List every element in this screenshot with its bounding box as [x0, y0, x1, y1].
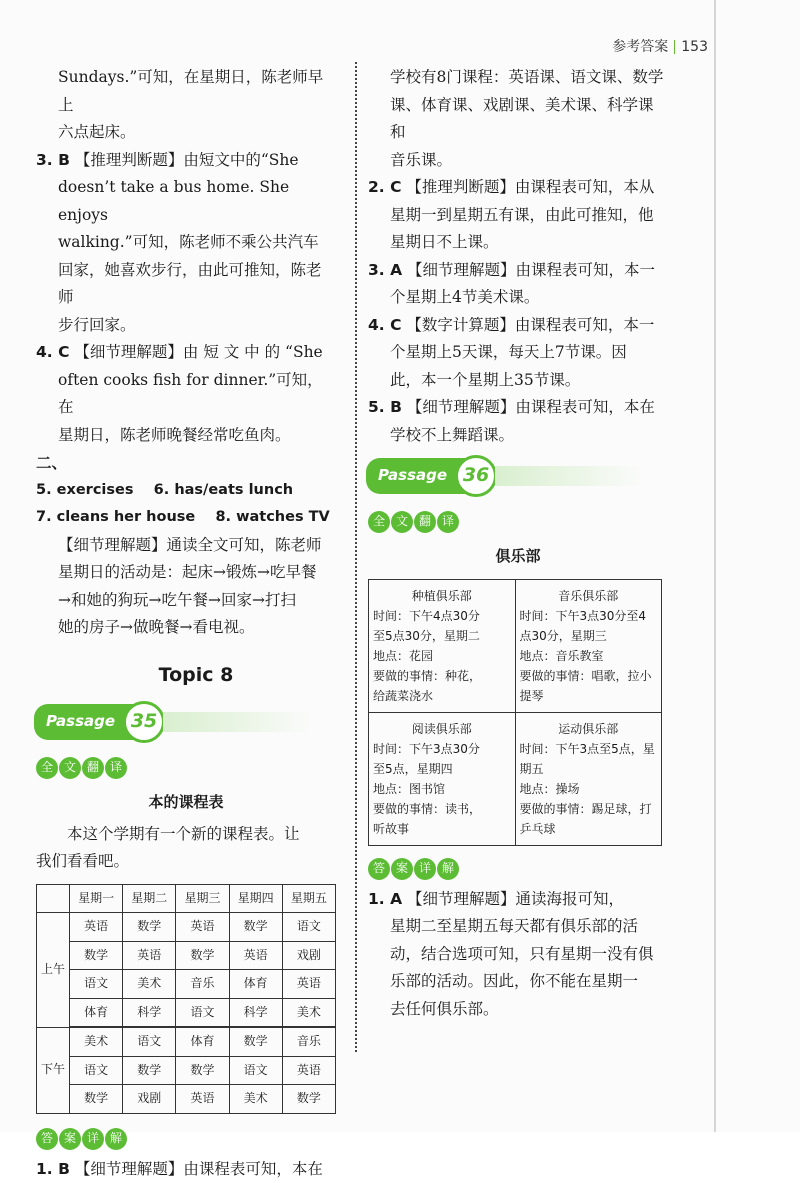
topic-heading: Topic 8: [56, 662, 336, 690]
answer-tag: 答 案 详 解: [368, 858, 459, 880]
answer-tag: 答 案 详 解: [36, 1128, 127, 1150]
header-separator: [674, 40, 675, 54]
club-sports: 运动俱乐部 时间：下午3点至5点，星 期五 地点：操场 要做的事情：踢足球，打 乒乓球: [515, 712, 662, 845]
translation-tag: 全 文 翻 译: [36, 757, 127, 779]
text-line: Sundays.”可知，在星期日，陈老师早上: [36, 64, 336, 119]
text-line: 星期一到星期五有课，由此可推知，他: [368, 202, 668, 230]
passage-banner: [34, 703, 336, 741]
answer-3: 3. B 【推理判断题】由短文中的“She: [36, 147, 336, 175]
passage-number: 36: [455, 455, 497, 497]
text-line: 步行回家。: [36, 312, 336, 340]
club-reading: 阅读俱乐部 时间：下午3点30分 至5点，星期四 地点：图书馆 要做的事情：读书， 听故事: [369, 712, 516, 845]
text-line: 星期二至星期五每天都有俱乐部的活: [368, 913, 668, 941]
passage-number: 35: [123, 701, 165, 743]
text-line: 此，本一个星期上35节课。: [368, 367, 668, 395]
intro-line: 我们看看吧。: [36, 848, 336, 876]
text-line: 个星期上5天课，每天上7节课。因: [368, 339, 668, 367]
text-line: 动，结合选项可知，只有星期一没有俱: [368, 941, 668, 969]
answer-1: 1. B 【细节理解题】由课程表可知，本在: [36, 1156, 336, 1183]
text-line: 星期日，陈老师晚餐经常吃鱼肉。: [36, 422, 336, 450]
passage-label: Passage: [366, 458, 469, 494]
text-line: doesn’t take a bus home. She enjoys: [36, 174, 336, 229]
answers-7-8: 7. cleans her house 8. watches TV: [36, 504, 336, 532]
passage-label: Passage: [34, 704, 137, 740]
clubs-poster: [368, 579, 662, 846]
answers-5-6: 5. exercises 6. has/eats lunch: [36, 477, 336, 505]
answer-4: 4. C 【细节理解题】由 短 文 中 的 “She: [36, 339, 336, 367]
right-column: [368, 64, 668, 1023]
text-line: 课、体育课、戏剧课、美术课、科学课和: [368, 92, 668, 147]
text-line: 个星期上4节美术课。: [368, 284, 668, 312]
text-line: →和她的狗玩→吃午餐→回家→打扫: [36, 587, 336, 615]
text-line: 【细节理解题】通读全文可知，陈老师: [36, 532, 336, 560]
schedule-title: 本的课程表: [36, 789, 336, 817]
part-two-heading: 二、: [36, 449, 336, 477]
banner-fade: [163, 712, 313, 732]
text-line: 星期日不上课。: [368, 229, 668, 257]
page-header: [612, 36, 708, 56]
table-row: 数学 英语 数学 英语 戏剧: [37, 941, 336, 970]
intro-line: 本这个学期有一个新的课程表。让: [36, 821, 336, 849]
club-planting: 种植俱乐部 时间：下午4点30分 至5点30分，星期二 地点：花园 要做的事情：种花， 给蔬菜浇水: [369, 579, 516, 712]
text-line: 回家，她喜欢步行，由此可推知，陈老师: [36, 257, 336, 312]
table-row: 语文 数学 数学 语文 英语: [37, 1056, 336, 1085]
text-line: 六点起床。: [36, 119, 336, 147]
page-number: 153: [681, 39, 708, 55]
answer-2: 2. C 【推理判断题】由课程表可知，本从: [368, 174, 668, 202]
text-line: 星期日的活动是：起床→锻炼→吃早餐: [36, 559, 336, 587]
text-line: 学校有8门课程：英语课、语文课、数学: [368, 64, 668, 92]
answer-4: 4. C 【数字计算题】由课程表可知，本一: [368, 312, 668, 340]
text-line: walking.”可知，陈老师不乘公共汽车: [36, 229, 336, 257]
text-line: 乐部的活动。因此，你不能在星期一: [368, 968, 668, 996]
morning-label: 上午: [37, 913, 70, 1028]
table-row: 数学 戏剧 英语 美术 数学: [37, 1085, 336, 1114]
table-header-row: 星期一 星期二 星期三 星期四 星期五: [37, 884, 336, 913]
text-line: 去任何俱乐部。: [368, 996, 668, 1024]
text-line: 她的房子→做晚餐→看电视。: [36, 614, 336, 642]
page-edge: [714, 0, 716, 1132]
banner-fade: [495, 466, 645, 486]
afternoon-label: 下午: [37, 1027, 70, 1113]
club-music: 音乐俱乐部 时间：下午3点30分至4 点30分，星期三 地点：音乐教室 要做的事情：唱歌，拉小 提琴: [515, 579, 662, 712]
table-row: 语文 美术 音乐 体育 英语: [37, 970, 336, 999]
text-line: 学校不上舞蹈课。: [368, 422, 668, 450]
answer-5: 5. B 【细节理解题】由课程表可知，本在: [368, 394, 668, 422]
table-row: 体育 科学 语文 科学 美术: [37, 998, 336, 1027]
schedule-table: [36, 884, 336, 1114]
translation-tag: 全 文 翻 译: [368, 511, 459, 533]
answer-3: 3. A 【细节理解题】由课程表可知，本一: [368, 257, 668, 285]
table-row: 下午 美术 语文 体育 数学 音乐: [37, 1027, 336, 1056]
text-line: often cooks fish for dinner.”可知，在: [36, 367, 336, 422]
text-line: 音乐课。: [368, 147, 668, 175]
clubs-title: 俱乐部: [368, 543, 668, 571]
answer-1: 1. A 【细节理解题】通读海报可知，: [368, 886, 668, 914]
left-column: [36, 64, 336, 1183]
column-divider: [355, 62, 357, 1052]
passage-banner: [366, 457, 668, 495]
table-row: 上午 英语 数学 英语 数学 语文: [37, 913, 336, 942]
section-title: 参考答案: [612, 39, 668, 55]
